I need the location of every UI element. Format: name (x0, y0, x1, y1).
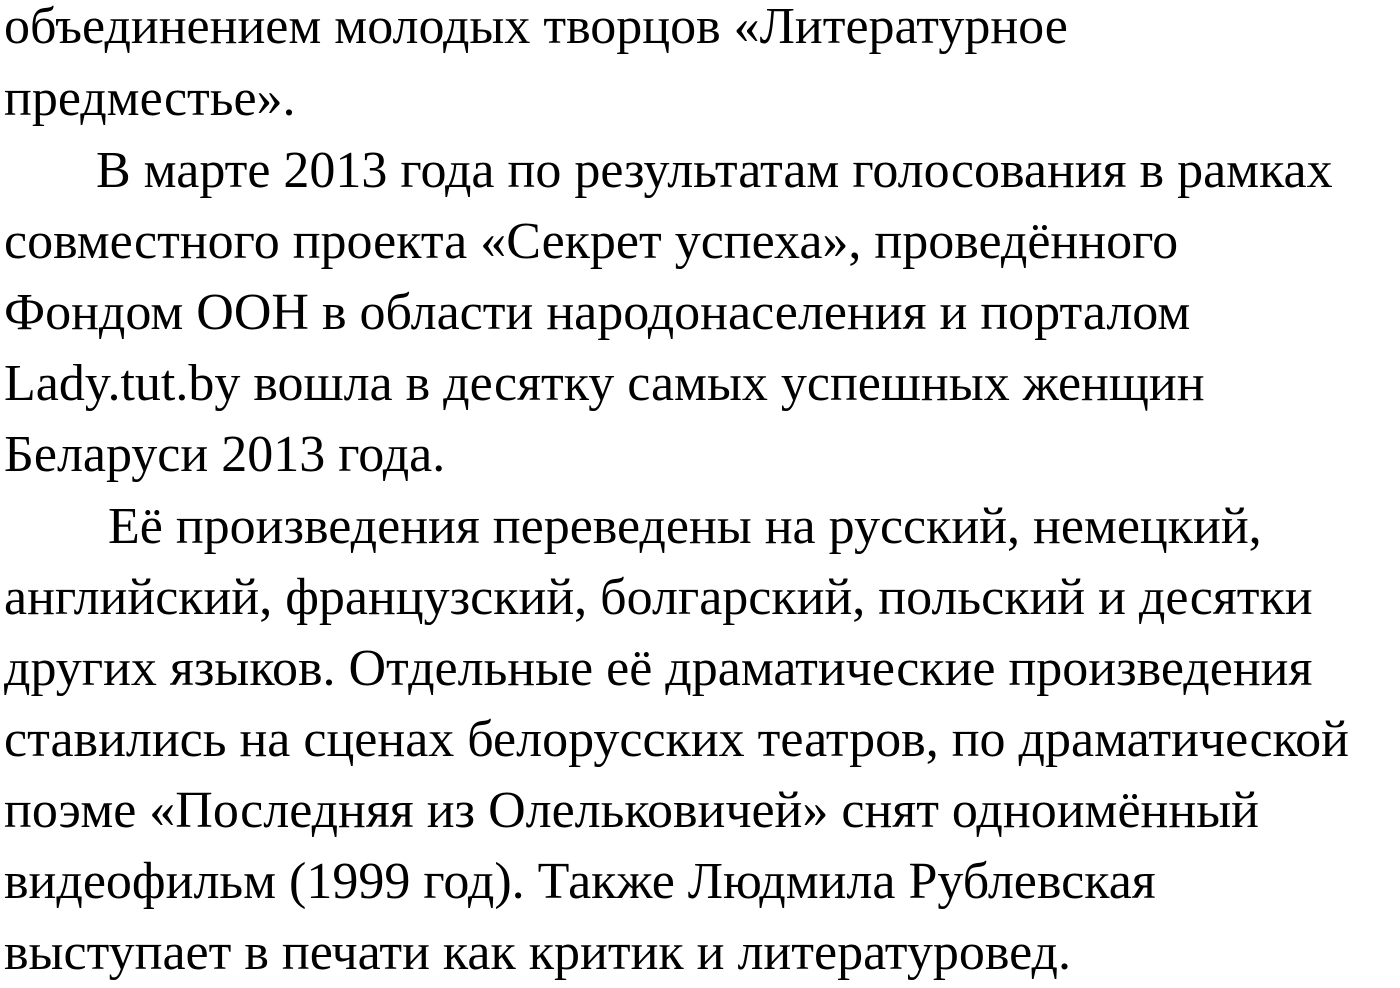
paragraph-first-line: Её произведения переведены на русский, немецкий, (108, 498, 1262, 555)
text-line: Lady.tut.by вошла в десятку самых успешных женщин (4, 355, 1205, 412)
text-line: выступает в печати как критик и литературовед. (4, 924, 1071, 981)
text-line: предместье». (4, 70, 296, 127)
text-line: других языков. Отдельные её драматические произведения (4, 640, 1313, 697)
text-line: ставились на сценах белорусских театров, по драматической (4, 711, 1349, 768)
text-line: объединением молодых творцов «Литературное (4, 0, 1068, 55)
text-line: совместного проекта «Секрет успеха», проведённого (4, 213, 1179, 270)
text-line: английский, французский, болгарский, польский и десятки (4, 569, 1313, 626)
text-line: поэме «Последняя из Олельковичей» снят одноимённый (4, 782, 1259, 839)
text-line: Беларуси 2013 года. (4, 426, 446, 483)
paragraph-first-line: В марте 2013 года по результатам голосования в рамках (96, 142, 1333, 199)
text-line: Фондом ООН в области народонаселения и порталом (4, 284, 1191, 341)
text-line: видеофильм (1999 год). Также Людмила Рублевская (4, 853, 1156, 910)
